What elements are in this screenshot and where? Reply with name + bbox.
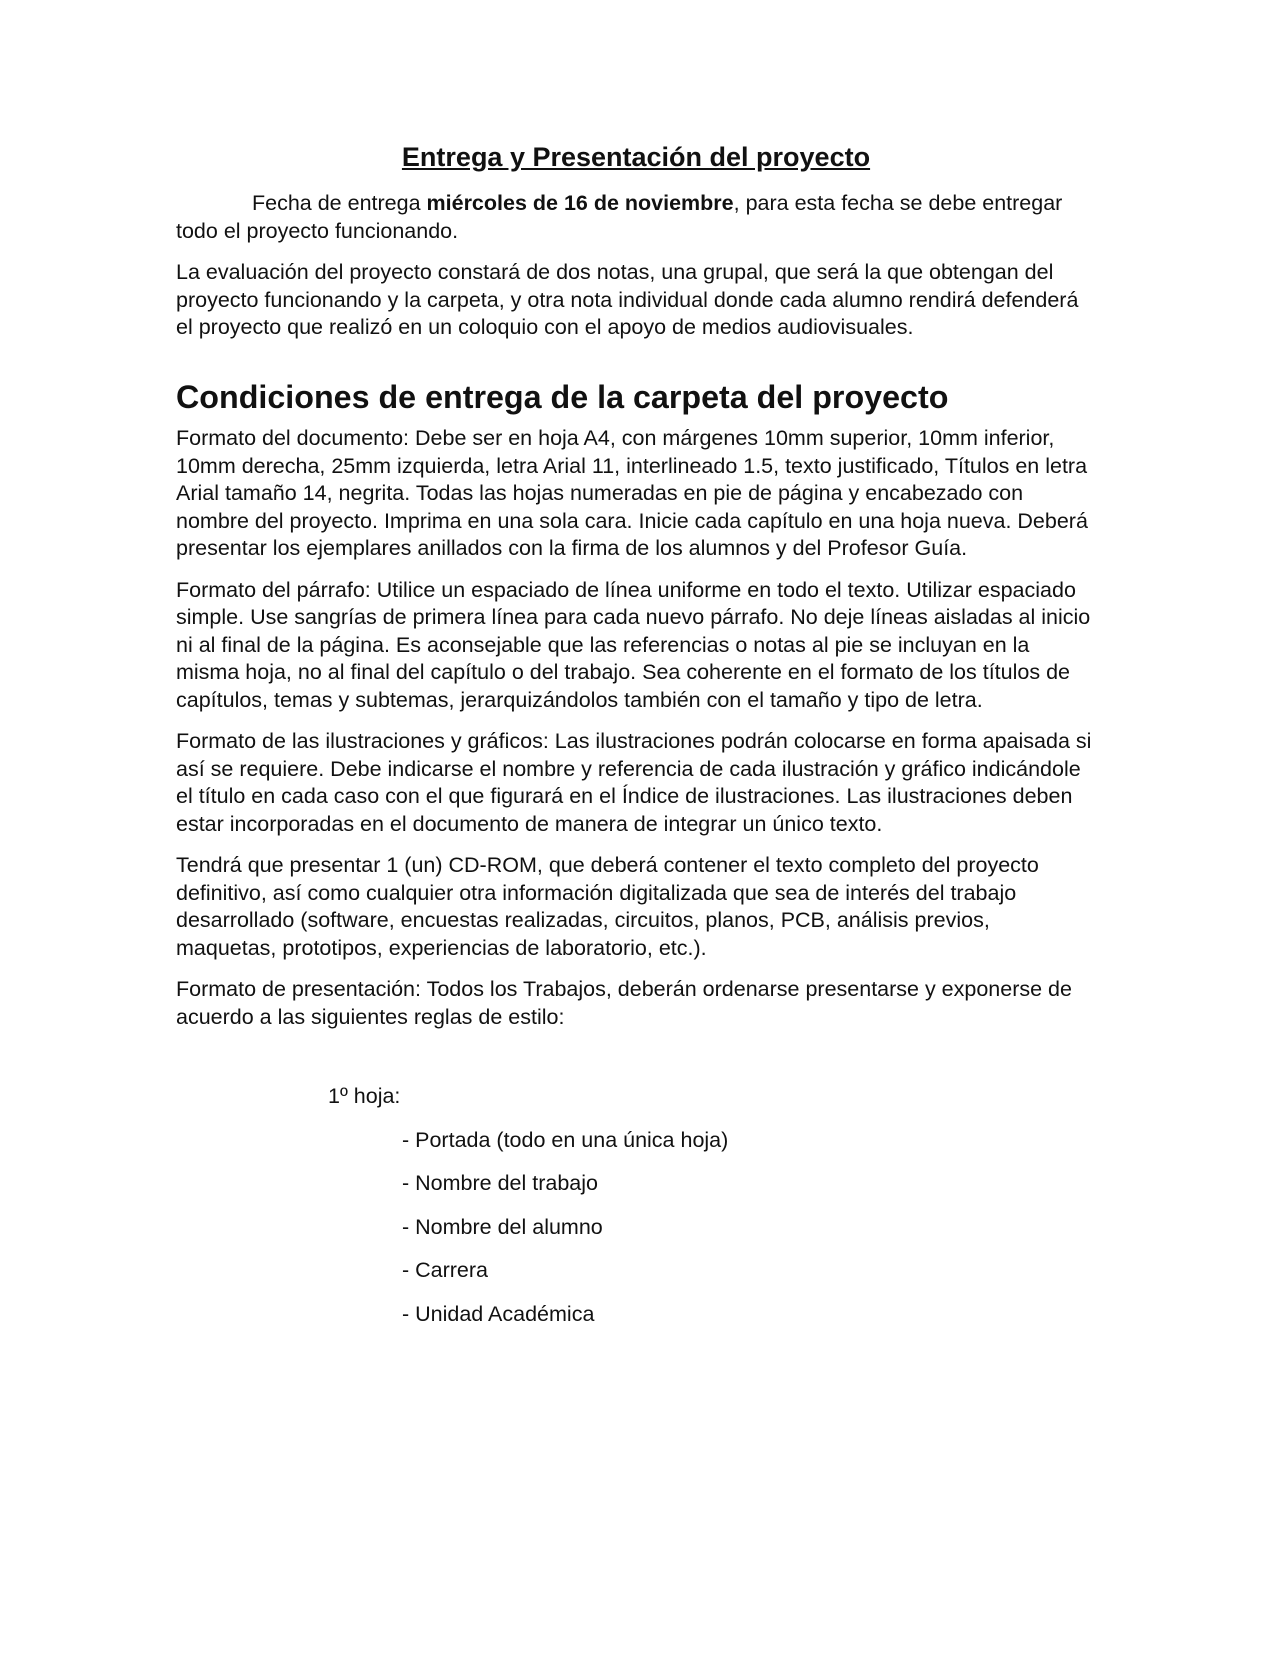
list-item: - Nombre del alumno	[402, 1214, 603, 1239]
list-item: - Carrera	[402, 1258, 489, 1282]
section-heading: Condiciones de entrega de la carpeta del proyecto	[176, 378, 949, 415]
document-title: Entrega y Presentación del proyecto	[401, 142, 871, 172]
cd-rom-paragraph: Tendrá que presentar 1 (un) CD-ROM, que deberá contener el texto completo del proyecto definitivo, así como cualquier otra información digitalizada que sea de interés del trabajo desarrollado (software, encuestas realizadas, circuitos, planos, PCB, análisis previos, maquetas, prototipos, experiencias de laboratorio, etc.).	[176, 853, 1039, 960]
evaluation-paragraph: La evaluación del proyecto constará de dos notas, una grupal, que será la que obtengan del proyecto funcionando y la carpeta, y otra nota individual donde cada alumno rendirá defenderá el proyecto que realizó en un coloquio con el apoyo de medios audiovisuales.	[176, 260, 1079, 339]
list-item: - Nombre del trabajo	[402, 1171, 598, 1195]
document-format-paragraph: Formato del documento: Debe ser en hoja A4, con márgenes 10mm superior, 10mm inferior, 10mm derecha, 25mm izquierda, letra Arial 11, interlineado 1.5, texto justificado, Títulos en letra Arial tamaño 14, negrita. Todas las hojas numeradas en pie de página y encabezado con nombre del proyecto. Imprima en una sola cara. Inicie cada capítulo en una hoja nueva. Deberá presentar los ejemplares anillados con la firma de los alumnos y del Profesor Guía.	[176, 426, 1088, 560]
illustrations-format-paragraph: Formato de las ilustraciones y gráficos: Las ilustraciones podrán colocarse en forma apaisada si así se requiere. Debe indicarse el nombre y referencia de cada ilustración y gráfico indicándole el título en cada caso con el que figurará en el Índice de ilustraciones. Las ilustraciones deben estar incorporadas en el documento de manera de integrar un único texto.	[176, 729, 1092, 836]
first-page-label: 1º hoja:	[328, 1084, 401, 1108]
list-item: - Unidad Académica	[402, 1301, 595, 1326]
presentation-format-paragraph: Formato de presentación: Todos los Trabajos, deberán ordenarse presentarse y exponerse de acuerdo a las siguientes reglas de estilo:	[176, 977, 1072, 1029]
delivery-date-suffix: , para esta fecha se debe entregar todo el proyecto funcionando.	[176, 191, 1063, 243]
list-item: - Portada (todo en una única hoja)	[402, 1127, 729, 1152]
delivery-date-prefix: Fecha de entrega	[252, 191, 427, 215]
document-content	[176, 140, 1096, 1344]
delivery-date-paragraph	[176, 190, 1096, 245]
paragraph-format-paragraph: Formato del párrafo: Utilice un espaciado de línea uniforme en todo el texto. Utilizar espaciado simple. Use sangrías de primera línea para cada nuevo párrafo. No deje líneas aisladas al inicio ni al final de la página. Es aconsejable que las referencias o notas al pie se incluyan en la misma hoja, no al final del capítulo o del trabajo. Sea coherente en el formato de los títulos de capítulos, temas y subtemas, jerarquizándolos también con el tamaño y tipo de letra.	[176, 577, 1091, 712]
first-page-list	[176, 1127, 1096, 1329]
delivery-date: miércoles de 16 de noviembre	[426, 191, 734, 215]
